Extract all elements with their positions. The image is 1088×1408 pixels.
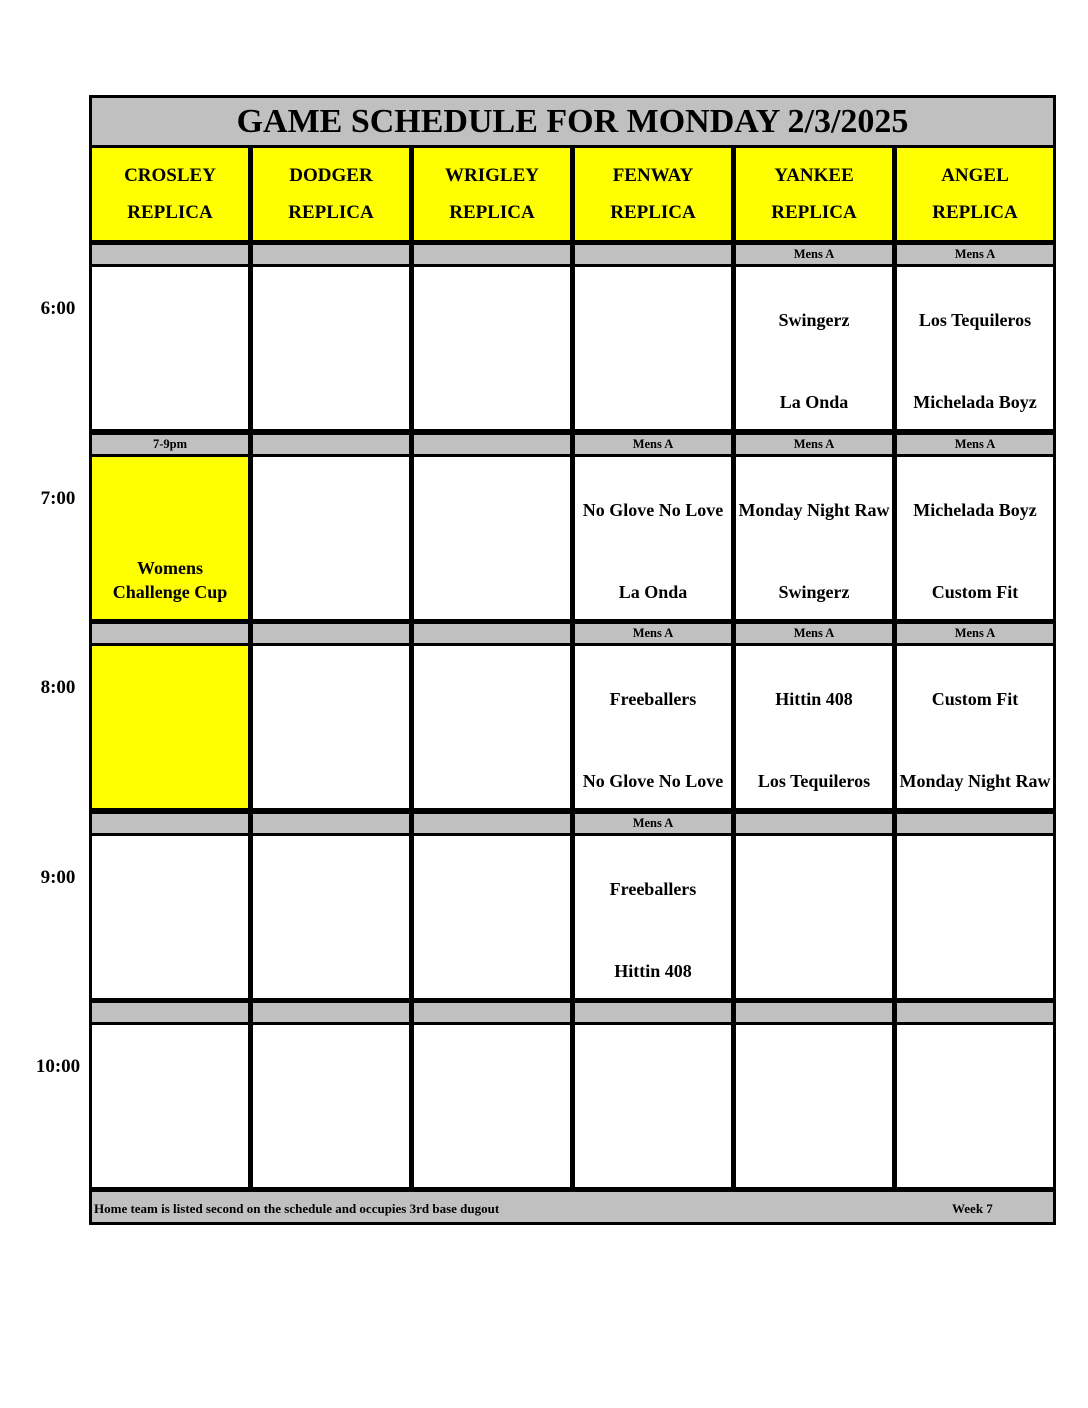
time-label: 7:00 [40,488,76,509]
field-name: DODGER [289,165,373,186]
away-team: Freeballers [609,689,697,709]
home-team: Los Tequileros [757,771,871,791]
time-label: 10:00 [35,1056,81,1077]
time-label: 8:00 [40,677,76,698]
schedule-cell [89,264,251,432]
schedule-cell [411,833,573,1001]
field-name: FENWAY [612,165,694,186]
schedule-cell [733,454,895,622]
page-title: GAME SCHEDULE FOR MONDAY 2/3/2025 [89,95,1056,148]
schedule-cell [89,1022,251,1190]
division-label: Mens A [572,621,734,646]
division-label: Mens A [733,621,895,646]
schedule-cell [894,454,1056,622]
schedule-cell [894,833,1056,1001]
home-team: Monday Night Raw [899,771,1051,791]
schedule-cell [733,833,895,1001]
division-label: Mens A [733,242,895,267]
schedule-cell [411,1022,573,1190]
division-label: Mens A [894,432,1056,457]
schedule-cell [894,264,1056,432]
field-subtitle: REPLICA [610,202,696,223]
away-team: Monday Night Raw [738,500,890,520]
away-team: No Glove No Love [582,500,724,520]
field-subtitle: REPLICA [449,202,535,223]
time-label: 9:00 [40,867,76,888]
division-label: Mens A [733,432,895,457]
away-team: Custom Fit [931,689,1019,709]
field-header-dodger [250,145,412,243]
home-team: No Glove No Love [582,771,724,791]
division-label: Mens A [572,432,734,457]
home-team: Hittin 408 [614,961,692,981]
field-subtitle: REPLICA [288,202,374,223]
schedule-cell [411,643,573,811]
schedule-cell [411,264,573,432]
away-team: Swingerz [778,310,850,330]
field-subtitle: REPLICA [127,202,213,223]
special-event-name: Womens Challenge Cup [112,558,228,602]
division-label: 7-9pm [89,432,251,457]
schedule-cell [250,454,412,622]
field-name: YANKEE [774,165,854,186]
schedule-cell [572,1022,734,1190]
field-header-yankee [733,145,895,243]
away-team: Michelada Boyz [913,500,1037,520]
schedule-cell [572,643,734,811]
schedule-cell [250,643,412,811]
home-team: La Onda [779,392,849,412]
schedule-cell [894,1022,1056,1190]
schedule-cell [572,264,734,432]
time-label: 6:00 [40,298,76,319]
week-label: Week 7 [952,1201,993,1216]
home-team: Swingerz [778,582,850,602]
schedule-cell [572,833,734,1001]
away-team: Los Tequileros [918,310,1032,330]
home-team: La Onda [618,582,688,602]
schedule-cell [894,643,1056,811]
field-header-wrigley [411,145,573,243]
division-label: Mens A [894,621,1056,646]
footer-note: Home team is listed second on the schedule and occupies 3rd base dugout [94,1201,500,1216]
schedule-cell [733,264,895,432]
schedule-cell [572,454,734,622]
schedule-cell [733,1022,895,1190]
field-header-fenway [572,145,734,243]
schedule-cell [250,1022,412,1190]
field-name: ANGEL [941,165,1009,186]
special-event-cell [89,454,251,622]
home-team: Michelada Boyz [913,392,1037,412]
away-team: Freeballers [609,879,697,899]
footer-bar [89,1189,1056,1225]
away-team: Hittin 408 [775,689,853,709]
schedule-cell [89,833,251,1001]
division-label: Mens A [894,242,1056,267]
schedule-cell [250,833,412,1001]
schedule-cell [250,264,412,432]
field-name: CROSLEY [124,165,216,186]
schedule-cell [411,454,573,622]
division-label: Mens A [572,811,734,836]
special-event-cell [89,643,251,811]
schedule-cell [733,643,895,811]
field-name: WRIGLEY [445,165,539,186]
field-header-crosley [89,145,251,243]
home-team: Custom Fit [931,582,1019,602]
field-header-angel [894,145,1056,243]
field-subtitle: REPLICA [771,202,857,223]
field-subtitle: REPLICA [932,202,1018,223]
